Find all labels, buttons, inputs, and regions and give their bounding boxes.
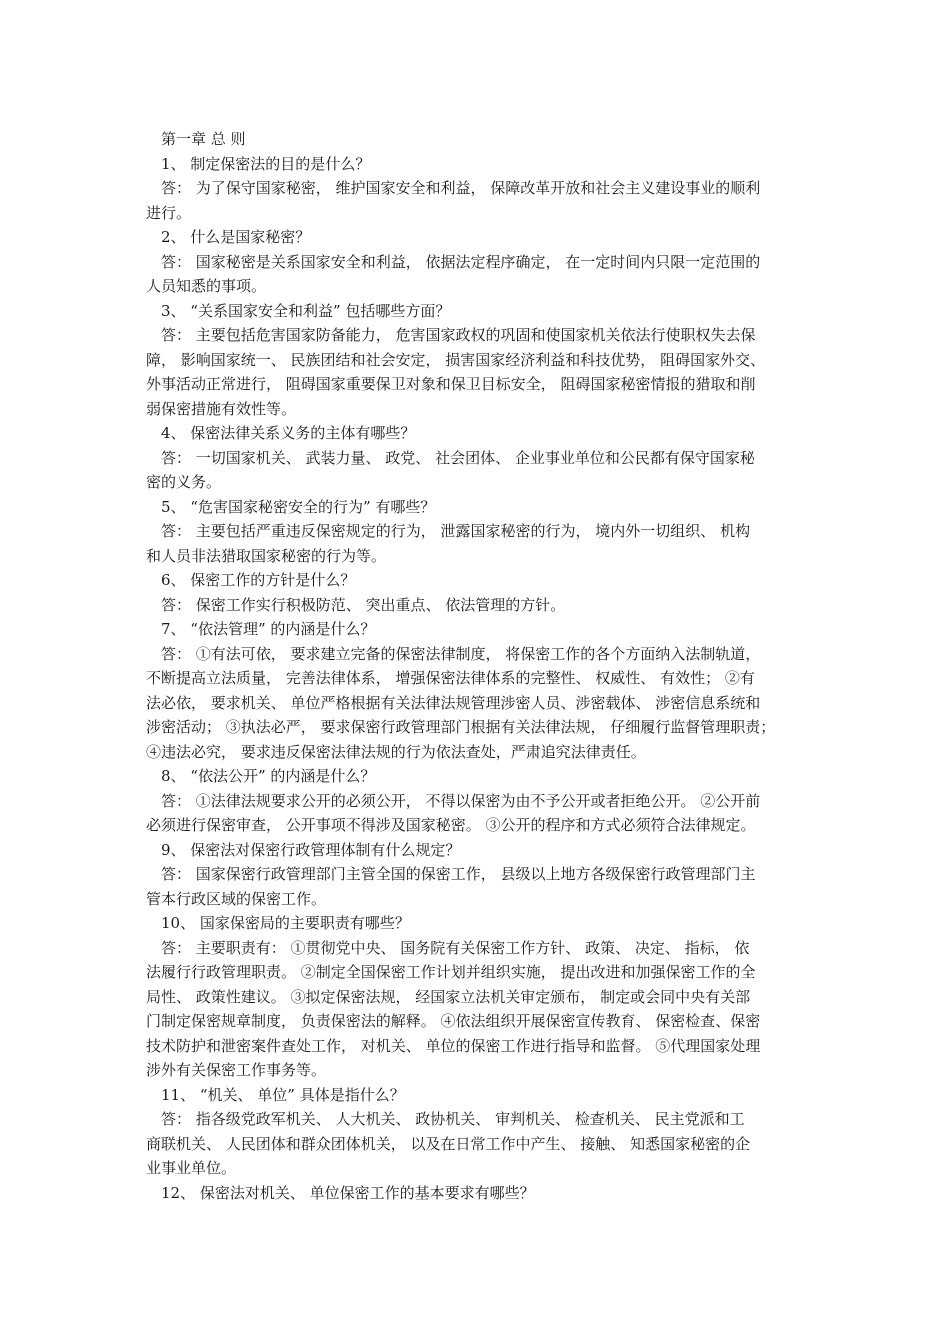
- answer-continuation-line: 障， 影响国家统一、 民族团结和社会安定， 损害国家经济利益和科技优势， 阻碍国家外交、: [146, 350, 766, 369]
- answer-continuation-line: ④违法必究， 要求违反保密法律法规的行为依法查处，严肃追究法律责任。: [146, 742, 646, 761]
- question-line: 7、 “依法管理” 的内涵是什么？: [161, 620, 376, 638]
- answer-line: 答： ①有法可依， 要求建立完备的保密法律制度， 将保密工作的各个方面纳入法制轨道，: [161, 644, 761, 663]
- answer-continuation-line: 弱保密措施有效性等。: [146, 399, 297, 418]
- answer-continuation-line: 必须进行保密审查， 公开事项不得涉及国家秘密。 ③公开的程序和方式必须符合法律规定。: [146, 816, 756, 834]
- document-body: [146, 127, 814, 1205]
- question-line: 12、 保密法对机关、 单位保密工作的基本要求有哪些？: [161, 1183, 535, 1202]
- answer-continuation-line: 密的义务。: [146, 473, 222, 491]
- answer-line: 答： 指各级党政军机关、 人大机关、 政协机关、 审判机关、 检查机关、 民主党派和工: [161, 1110, 745, 1128]
- question-line: 1、 制定保密法的目的是什么？: [161, 154, 371, 173]
- answer-line: 答： 国家保密行政管理部门主管全国的保密工作， 县级以上地方各级保密行政管理部门主: [161, 865, 756, 883]
- answer-line: 答： 国家秘密是关系国家安全和利益， 依据法定程序确定， 在一定时间内只限一定范围的: [161, 252, 761, 271]
- answer-continuation-line: 局性、 政策性建议。 ③拟定保密法规， 经国家立法机关审定颁布， 制定或会同中央有关部: [146, 987, 751, 1006]
- answer-continuation-line: 人员知悉的事项。: [146, 277, 267, 295]
- answer-continuation-line: 法必依， 要求机关、 单位严格根据有关法律法规管理涉密人员、涉密载体、 涉密信息系统和: [146, 693, 761, 712]
- answer-continuation-line: 外事活动正常进行， 阻碍国家重要保卫对象和保卫目标安全， 阻碍国家秘密情报的猎取和削: [146, 375, 756, 393]
- answer-line: 答： 主要包括危害国家防备能力， 危害国家政权的巩固和使国家机关依法行使职权失去保: [161, 326, 756, 344]
- answer-continuation-line: 技术防护和泄密案件查处工作， 对机关、 单位的保密工作进行指导和监督。 ⑤代理国家处理: [146, 1036, 761, 1055]
- question-line: 6、 保密工作的方针是什么？: [161, 571, 356, 589]
- question-line: 8、 “依法公开” 的内涵是什么？: [161, 767, 376, 785]
- question-line: 4、 保密法律关系义务的主体有哪些？: [161, 424, 416, 442]
- question-line: 11、 “机关、 单位” 具体是指什么？: [161, 1085, 405, 1104]
- answer-continuation-line: 管本行政区域的保密工作。: [146, 889, 327, 908]
- answer-line: 答： 保密工作实行积极防范、 突出重点、 依法管理的方针。: [161, 595, 566, 614]
- answer-line: 答： ①法律法规要求公开的必须公开， 不得以保密为由不予公开或者拒绝公开。 ②公开前: [161, 791, 761, 810]
- answer-continuation-line: 不断提高立法质量， 完善法律体系， 增强保密法律体系的完整性、 权威性、 有效性； ②有: [146, 669, 755, 687]
- answer-line: 答： 主要包括严重违反保密规定的行为， 泄露国家秘密的行为， 境内外一切组织、 机构: [161, 522, 751, 540]
- answer-continuation-line: 涉密活动； ③执法必严， 要求保密行政管理部门根据有关法律法规， 仔细履行监督管理职责；: [146, 718, 776, 736]
- question-line: 5、 “危害国家秘密安全的行为” 有哪些？: [161, 497, 436, 516]
- answer-line: 答： 一切国家机关、 武装力量、 政党、 社会团体、 企业事业单位和公民都有保守国家秘: [161, 448, 755, 467]
- answer-continuation-line: 进行。: [146, 203, 192, 222]
- question-line: 3、 “关系国家安全和利益” 包括哪些方面？: [161, 301, 451, 320]
- answer-continuation-line: 业事业单位。: [146, 1159, 237, 1177]
- answer-continuation-line: 涉外有关保密工作事务等。: [146, 1061, 327, 1079]
- question-line: 10、 国家保密局的主要职责有哪些？: [161, 914, 410, 932]
- question-line: 2、 什么是国家秘密？: [161, 228, 311, 246]
- chapter-heading: 第一章 总 则: [161, 130, 246, 148]
- answer-line: 答： 主要职责有： ①贯彻党中央、 国务院有关保密工作方针、 政策、 决定、 指标， 依: [161, 938, 750, 957]
- answer-continuation-line: 法履行行政管理职责。 ②制定全国保密工作计划并组织实施， 提出改进和加强保密工作的全: [146, 963, 756, 981]
- answer-continuation-line: 商联机关、 人民团体和群众团体机关， 以及在日常工作中产生、 接触、 知悉国家秘密的企: [146, 1134, 751, 1153]
- answer-continuation-line: 门制定保密规章制度， 负责保密法的解释。 ④依法组织开展保密宣传教育、 保密检查、保密: [146, 1012, 761, 1030]
- question-line: 9、 保密法对保密行政管理体制有什么规定？: [161, 840, 461, 859]
- answer-line: 答： 为了保守国家秘密， 维护国家安全和利益， 保障改革开放和社会主义建设事业的顺利: [161, 179, 761, 197]
- answer-continuation-line: 和人员非法猎取国家秘密的行为等。: [146, 546, 387, 565]
